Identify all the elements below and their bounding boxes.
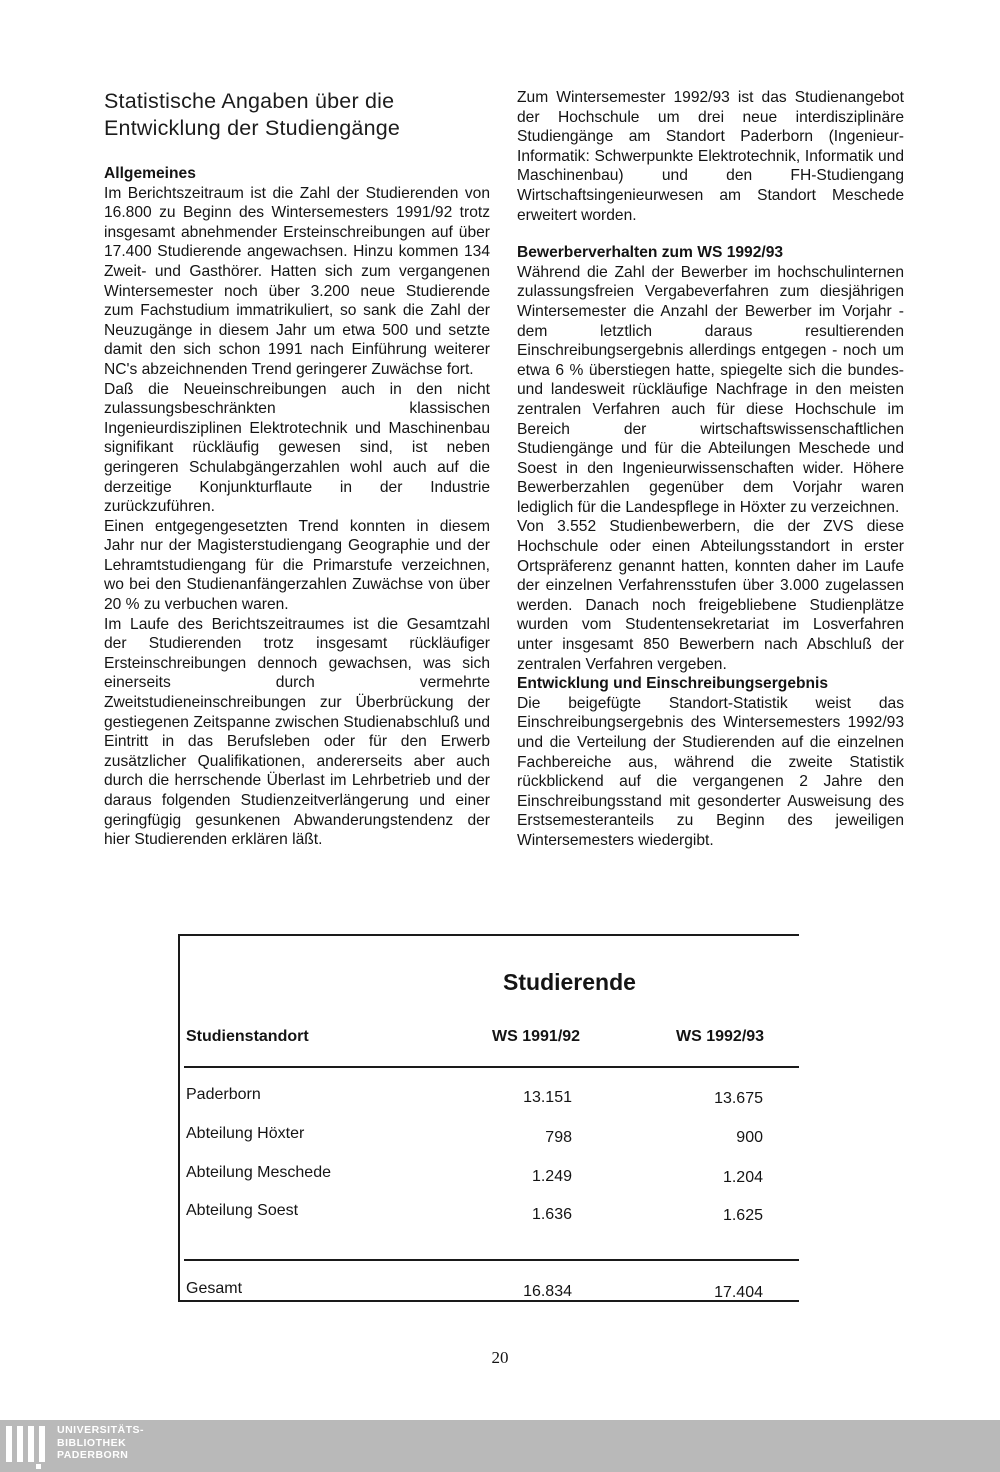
table-row: [180, 1202, 799, 1224]
table-header-ws-1991-92: WS 1991/92: [492, 1028, 581, 1045]
table-cell-total-label: Gesamt: [186, 1280, 243, 1297]
paragraph: Einen entgegengesetzten Trend konnten in diesem Jahr nur der Magisterstudiengang Geographie und der Lehramtstudiengang für die Primarstufe verzeichnen, wo bei den Studienanfängerzahlen Zuwächse von über 20 % zu verbuchen waren.: [104, 517, 490, 614]
table-cell-total-value: 17.404: [714, 1284, 763, 1301]
paragraph: Von 3.552 Studienbewerbern, die der ZVS diese Hochschule oder einen Abteilungsstandort in erster Ortspräferenz genannt hatten, konnten daher im Laufe der einzelnen Verfahrensstufen über 3.000 zugelassen werden. Danach noch freigebliebene Studienplätze wurden vom Studentensekretariat im Losverfahren unter insgesamt 850 Bewerbern nach Abschluß der zentralen Verfahren vergeben.: [517, 518, 904, 673]
table-cell-value: 13.675: [714, 1090, 763, 1107]
paragraph: Die beigefügte Standort-Statistik weist das Einschreibungsergebnis des Wintersemesters 1992/93 und die Verteilung der Studierenden auf die einzelnen Fachbereiche aus, während die zweite Statistik rückblickend auf die vergangenen 2 Jahre den Einschreibungsstand mit gesonderter Ausweisung des Erstsemesteranteils zu Beginn des jeweiligen Wintersemesters wiedergibt.: [517, 694, 904, 849]
table-cell-value: 1.249: [531, 1168, 572, 1185]
section-heading-applicants: Bewerberverhalten zum WS 1992/93: [517, 244, 784, 262]
right-column: [517, 88, 904, 851]
table-cell-location: Abteilung Soest: [186, 1202, 299, 1219]
table-total-row: [180, 1280, 799, 1302]
students-table: [178, 934, 799, 1302]
paragraph: Im Laufe des Berichtszeitraumes ist die Gesamtzahl der Studierenden trotz insgesamt rückläufiger Ersteinschreibungen dennoch gewachsen, was sich einerseits durch vermehrte Zweitstudieneinschreibungen zur Überbrückung der gestiegenen Zeitspanne zwischen Studienabschluß und Eintritt in das Berufsleben oder für den Erwerb zusätzlicher Qualifikationen, andererseits aber auch durch die herrschende Überlast im Lehrbetrieb und der daraus folgenden Studienzeitverlängerung und einer geringfügig gesunkenen Abwanderungstendenz der hier Studierenden erklären läßt.: [104, 615, 490, 849]
logo-line: UNIVERSITÄTS-: [57, 1424, 145, 1436]
library-logo-text: [57, 1424, 144, 1462]
logo-line: BIBLIOTHEK: [57, 1436, 127, 1449]
table-divider: [184, 1066, 799, 1068]
table-cell-location: Abteilung Höxter: [186, 1125, 305, 1142]
table-cell-total-value: 16.834: [523, 1283, 572, 1300]
table-row: [180, 1086, 799, 1108]
paragraph-intro: Zum Wintersemester 1992/93 ist das Studienangebot der Hochschule um drei neue interdisziplinäre Studiengänge am Standort Paderborn (Ingenieur-Informatik: Schwerpunkte Elektrotechnik, Informatik und Maschinenbau) und den FH-Studiengang Wirtschaftsingenieurwesen am Standort Meschede erweitert worden.: [517, 89, 904, 224]
table-cell-value: 1.204: [722, 1169, 763, 1186]
table-title: Studierende: [503, 969, 636, 995]
paragraph: Während die Zahl der Bewerber im hochschulinternen zulassungsfreien Vergabeverfahren zum diesjährigen Wintersemester die Anzahl der Bewerber im Vorjahr - dem letztlich daraus resultierenden Einschreibungsergebnis allerdings entgegen - noch um etwa 6 % überstiegen hatte, spiegelte sich die bundes- und landesweit rückläufige Nachfrage in den meisten zentralen Verfahren auch für diese Hochschule im Bereich der wirtschaftswissenschaftlichen Studiengänge und für die Abteilungen Meschede und Soest in den Ingenieurwissenschaften wider. Höhere Bewerberzahlen gegenüber dem Vorjahr waren lediglich für die Landespflege in Höxter zu verzeichnen.: [517, 263, 904, 516]
table-row: [180, 1125, 799, 1147]
left-column: [104, 88, 490, 850]
section-heading-development: Entwicklung und Einschreibungsergebnis: [517, 675, 829, 693]
logo-dot-icon: [36, 1464, 41, 1469]
table-header-ws-1992-93: WS 1992/93: [676, 1028, 765, 1045]
paragraph: Daß die Neueinschreibungen auch in den nicht zulassungsbeschränkten klassischen Ingenieurdisziplinen Elektrotechnik und Maschinenbau signifikant rückläufig gewesen sind, ist neben geringeren Schulabgängerzahlen wohl auch auf die derzeitige Konjunkturflaute in der Industrie zurückzuführen.: [104, 380, 490, 516]
logo-line: PADERBORN: [57, 1449, 129, 1461]
table-cell-value: 900: [736, 1129, 763, 1146]
table-cell-value: 798: [545, 1129, 572, 1146]
table-row: [180, 1164, 799, 1186]
section-heading-general: Allgemeines: [104, 165, 196, 182]
library-footer: [0, 1420, 1000, 1472]
table-header-location: Studienstandort: [186, 1028, 309, 1045]
table-cell-value: 1.636: [531, 1206, 572, 1223]
table-cell-value: 1.625: [722, 1207, 763, 1224]
table-divider: [184, 1259, 799, 1261]
page-number: 20: [491, 1348, 509, 1367]
table-cell-location: Abteilung Meschede: [186, 1164, 331, 1181]
table-cell-value: 13.151: [523, 1089, 572, 1106]
table-cell-location: Paderborn: [186, 1086, 261, 1103]
paragraph: Im Berichtszeitraum ist die Zahl der Studierenden von 16.800 zu Beginn des Wintersemesters 1991/92 trotz insgesamt abnehmender Ersteinschreibungen auf über 17.400 Studierende angewachsen. Hinzu kommen 134 Zweit- und Gasthörer. Hatten sich zum vergangenen Wintersemester noch über 3.200 neue Studierende zum Fachstudium immatrikuliert, so sank die Zahl der Neuzugänge in diesem Jahr um etwa 500 und setzte damit den sich schon 1991 nach Einführung weiterer NC's abzeichnenden Trend geringerer Zuwächse fort.: [104, 184, 490, 378]
page-title: Statistische Angaben über die Entwicklung der Studiengänge: [104, 89, 401, 140]
